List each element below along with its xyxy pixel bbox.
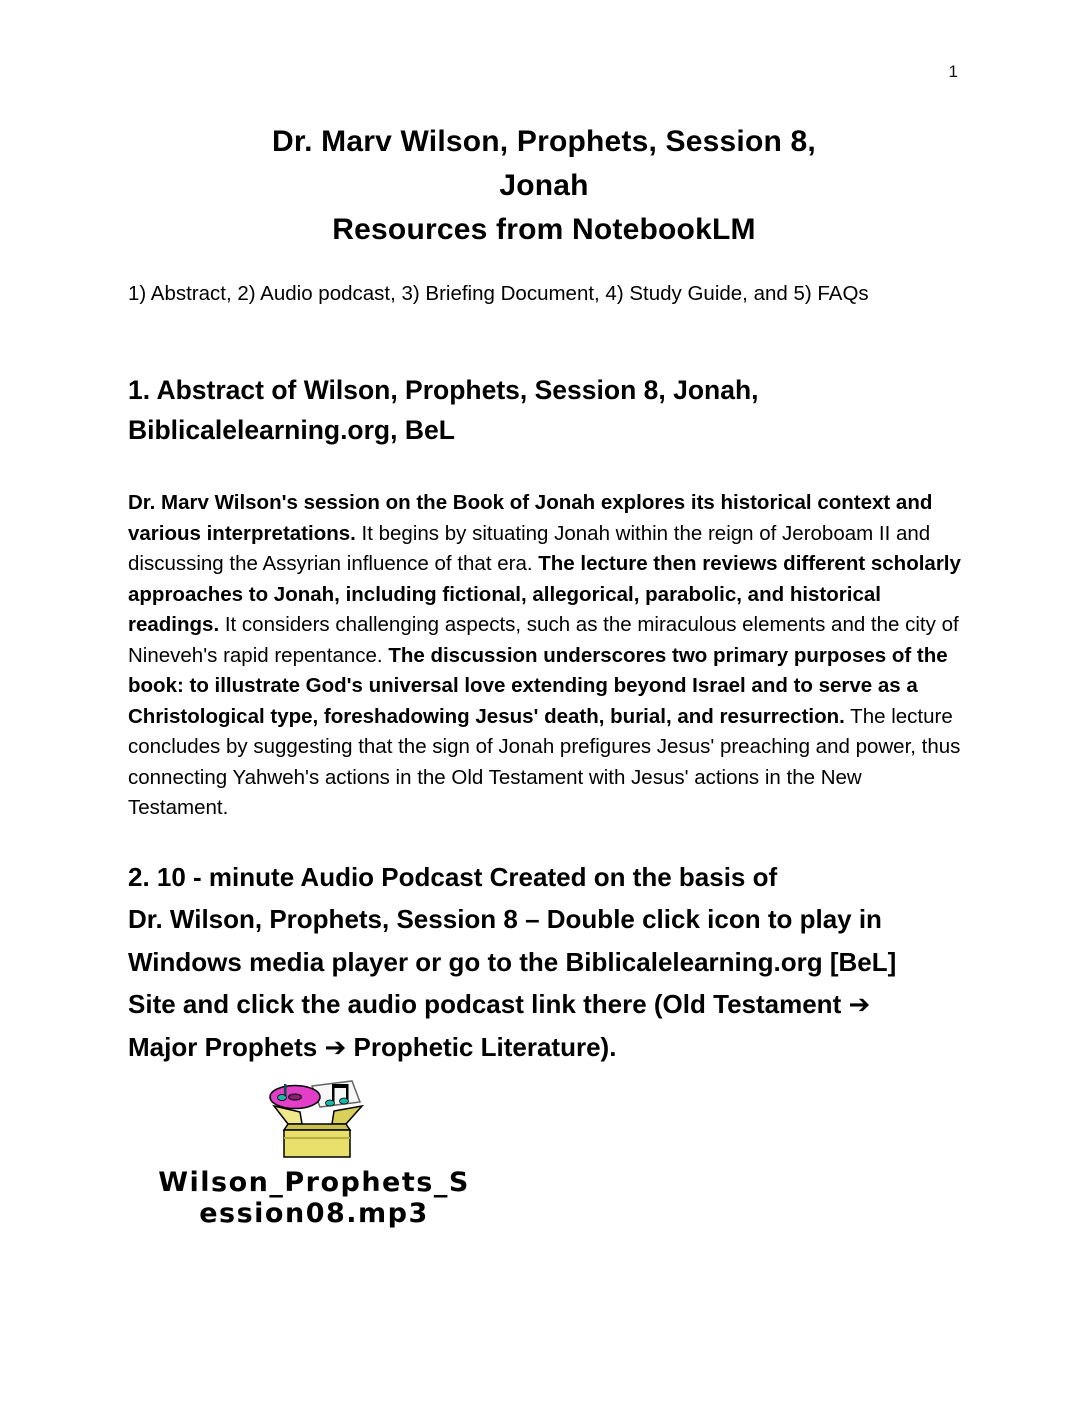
audio-file-name: Wilson_Prophets_S ession08.mp3: [158, 1167, 470, 1229]
media-clip-icon[interactable]: [254, 1078, 374, 1165]
abstract-paragraph: Dr. Marv Wilson's session on the Book of Jonah explores its historical context and various interpretations. It begins by situating Jonah within the reign of Jeroboam II and discussing the Assyrian influence of that era. The lecture then reviews different scholarly approaches to Jonah, including fictional, allegorical, parabolic, and historical readings. It considers challenging aspects, such as the miraculous elements and the city of Nineveh's rapid repentance. The discussion underscores two primary purposes of the book: to illustrate God's universal love extending beyond Israel and to serve as a Christological type, foreshadowing Jesus' death, burial, and resurrection. The lecture concludes by suggesting that the sign of Jonah prefigures Jesus' preaching and power, thus connecting Yahweh's actions in the Old Testament with Jesus' actions in the New Testament.: [128, 491, 961, 819]
section2-heading: 2. 10 - minute Audio Podcast Created on the basis of Dr. Wilson, Prophets, Session 8 – Double click icon to play in Windows media player or go to the Biblicalelearning.org [BeL] Site and click the audio podcast link there (Old Testament ➔ Major Prophets ➔ Prophetic Literature).: [128, 861, 897, 1062]
resources-list-line: 1) Abstract, 2) Audio podcast, 3) Briefing Document, 4) Study Guide, and 5) FAQs: [128, 282, 869, 305]
page-number: 1: [948, 62, 958, 81]
section1-heading: 1. Abstract of Wilson, Prophets, Session 8, Jonah, Biblicalelearning.org, BeL: [128, 375, 759, 445]
document-title: Dr. Marv Wilson, Prophets, Session 8, Jonah Resources from NotebookLM: [272, 125, 816, 246]
audio-podcast-file[interactable]: [128, 1078, 500, 1229]
